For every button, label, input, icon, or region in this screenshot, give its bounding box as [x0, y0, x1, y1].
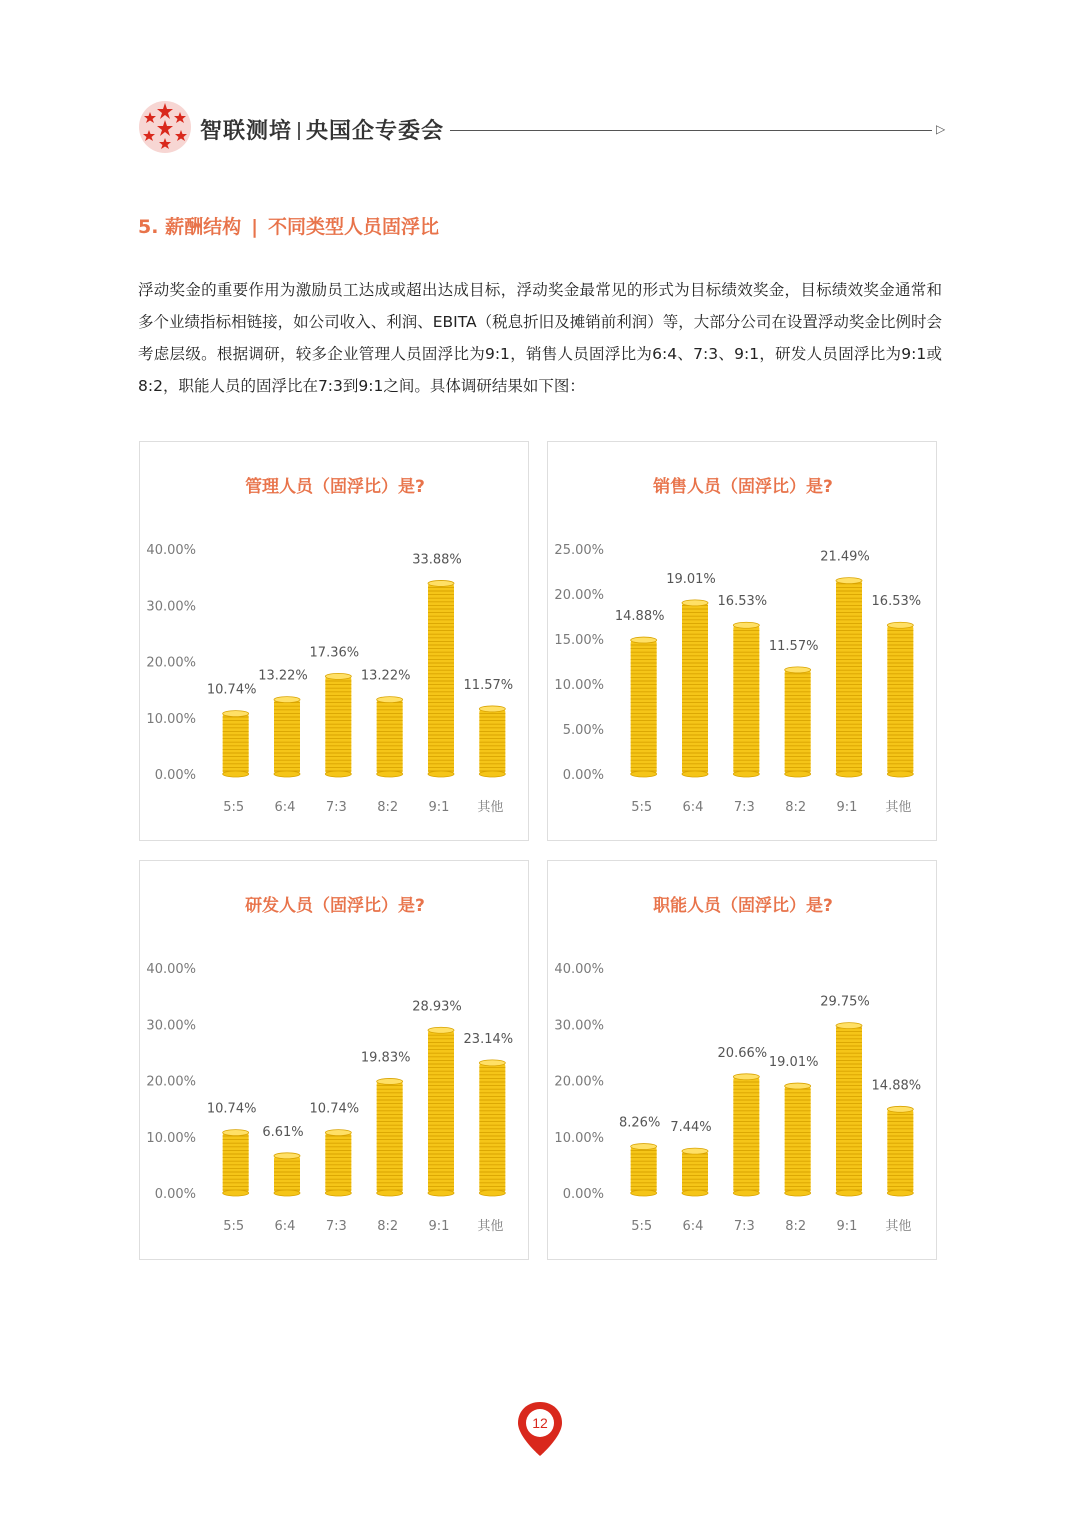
- x-tick-label: 9:1: [836, 800, 858, 815]
- value-label: 10.74%: [206, 1101, 257, 1117]
- x-tick-label: 8:2: [785, 800, 807, 815]
- triangle-right-icon: ▷: [936, 122, 946, 136]
- value-label: 20.66%: [717, 1045, 768, 1061]
- bar-6:4: [682, 1148, 708, 1196]
- value-label: 17.36%: [309, 645, 360, 661]
- bar-其他: [887, 622, 913, 777]
- y-tick-label: 0.00%: [562, 768, 604, 783]
- y-tick-label: 0.00%: [562, 1187, 604, 1202]
- x-tick-label: 其他: [885, 1219, 912, 1234]
- bar-9:1: [836, 1023, 862, 1196]
- bar-5:5: [631, 637, 657, 777]
- intro-paragraph: 浮动奖金的重要作用为激励员工达成或超出达成目标，浮动奖金最常见的形式为目标绩效奖金，目标绩效奖金通常和多个业绩指标相链接，如公司收入、利润、EBITA（税息折旧及摊销前利润）等，大部分公司在设置浮动奖金比例时会考虑层级。根据调研，较多企业管理人员固浮比为9:1，销售人员固浮比为6:4、7:3、9:1，研发人员固浮比为9:1或8:2，职能人员的固浮比在7:3到9:1之间。具体调研结果如下图：: [138, 281, 942, 395]
- bar-8:2: [785, 667, 811, 777]
- chart-title: 职能人员（固浮比）是?: [653, 896, 833, 916]
- x-tick-label: 7:3: [733, 1219, 755, 1234]
- bar-其他: [479, 706, 505, 777]
- y-tick-label: 40.00%: [146, 543, 196, 558]
- bar-7:3: [733, 1074, 759, 1196]
- chart-title: 管理人员（固浮比）是?: [245, 477, 425, 497]
- value-label: 11.57%: [463, 677, 514, 693]
- chart-panel-rnd: [139, 860, 529, 1260]
- x-tick-label: 6:4: [274, 1219, 296, 1234]
- header-divider: [450, 130, 932, 131]
- bar-6:4: [274, 697, 300, 777]
- section-subtitle: 不同类型人员固浮比: [268, 216, 440, 238]
- y-tick-label: 5.00%: [562, 723, 604, 738]
- y-tick-label: 40.00%: [554, 962, 604, 977]
- chart-sales: [548, 442, 938, 842]
- bar-6:4: [682, 600, 708, 777]
- value-label: 8.26%: [619, 1115, 661, 1131]
- bar-7:3: [733, 622, 759, 777]
- x-tick-label: 5:5: [223, 800, 245, 815]
- bar-其他: [887, 1106, 913, 1196]
- value-label: 29.75%: [820, 994, 870, 1010]
- x-tick-label: 8:2: [785, 1219, 807, 1234]
- section-separator: |: [251, 216, 259, 238]
- value-label: 33.88%: [412, 552, 462, 568]
- bar-5:5: [223, 711, 249, 777]
- x-tick-label: 其他: [885, 800, 912, 815]
- chart-panel-functional: [547, 860, 937, 1260]
- bar-9:1: [428, 1027, 454, 1196]
- value-label: 19.83%: [360, 1050, 411, 1066]
- value-label: 13.22%: [258, 668, 308, 684]
- x-tick-label: 其他: [477, 1219, 504, 1234]
- x-tick-label: 7:3: [733, 800, 755, 815]
- value-label: 28.93%: [412, 999, 462, 1015]
- bar-5:5: [631, 1144, 657, 1196]
- bar-8:2: [785, 1083, 811, 1196]
- x-tick-label: 6:4: [682, 1219, 704, 1234]
- x-tick-label: 6:4: [682, 800, 704, 815]
- page-header: [138, 100, 950, 160]
- value-label: 14.88%: [871, 1078, 922, 1094]
- section-title: [138, 212, 439, 239]
- y-tick-label: 20.00%: [554, 1074, 604, 1090]
- value-label: 13.22%: [360, 668, 411, 684]
- value-label: 10.74%: [309, 1101, 360, 1117]
- chart-panel-sales: [547, 441, 937, 841]
- x-tick-label: 5:5: [631, 1219, 653, 1234]
- chart-title: 销售人员（固浮比）是?: [653, 477, 833, 497]
- y-tick-label: 20.00%: [146, 1074, 196, 1090]
- bar-9:1: [836, 578, 862, 777]
- brand-separator: [298, 122, 300, 140]
- y-tick-label: 25.00%: [554, 543, 604, 558]
- y-tick-label: 10.00%: [554, 1130, 604, 1146]
- y-tick-label: 20.00%: [554, 588, 604, 603]
- x-tick-label: 8:2: [377, 1219, 399, 1234]
- chart-panel-management: [139, 441, 529, 841]
- x-tick-label: 其他: [477, 800, 504, 815]
- x-tick-label: 5:5: [631, 800, 653, 815]
- value-label: 19.01%: [768, 1055, 819, 1071]
- chart-title: 研发人员（固浮比）是?: [245, 896, 425, 916]
- chart-management: [140, 442, 530, 842]
- value-label: 10.74%: [206, 682, 257, 698]
- x-tick-label: 9:1: [428, 800, 450, 815]
- y-tick-label: 15.00%: [554, 633, 604, 648]
- page-number-badge: [516, 1400, 564, 1460]
- bar-7:3: [325, 1130, 351, 1196]
- x-tick-label: 8:2: [377, 800, 399, 815]
- value-label: 16.53%: [871, 594, 922, 610]
- star-logo-icon: [138, 100, 192, 154]
- y-tick-label: 10.00%: [146, 711, 196, 727]
- value-label: 7.44%: [670, 1120, 712, 1136]
- x-tick-label: 9:1: [428, 1219, 450, 1234]
- bar-9:1: [428, 580, 454, 777]
- y-tick-label: 30.00%: [554, 1018, 604, 1034]
- chart-functional: [548, 861, 938, 1261]
- y-tick-label: 0.00%: [154, 1187, 196, 1202]
- value-label: 19.01%: [666, 571, 716, 587]
- bar-6:4: [274, 1153, 300, 1196]
- section-number: 5.: [138, 216, 159, 238]
- y-tick-label: 10.00%: [554, 678, 604, 693]
- x-tick-label: 7:3: [325, 800, 347, 815]
- bar-7:3: [325, 673, 351, 777]
- page-number: 12: [532, 1415, 548, 1431]
- bar-其他: [479, 1060, 505, 1196]
- section-name: 薪酬结构: [165, 216, 242, 238]
- location-pin-icon: [516, 1400, 564, 1460]
- y-tick-label: 30.00%: [146, 1018, 196, 1034]
- chart-rnd: [140, 861, 530, 1261]
- x-tick-label: 9:1: [836, 1219, 858, 1234]
- value-label: 11.57%: [768, 638, 819, 654]
- bar-8:2: [377, 1078, 403, 1196]
- bar-5:5: [223, 1130, 249, 1196]
- y-tick-label: 40.00%: [146, 962, 196, 977]
- y-tick-label: 20.00%: [146, 655, 196, 671]
- value-label: 6.61%: [262, 1124, 304, 1140]
- brand-right: 央国企专委会: [306, 119, 445, 144]
- value-label: 21.49%: [820, 549, 870, 565]
- value-label: 23.14%: [463, 1031, 514, 1047]
- x-tick-label: 6:4: [274, 800, 296, 815]
- brand-name: [200, 114, 444, 145]
- bar-8:2: [377, 697, 403, 777]
- x-tick-label: 5:5: [223, 1219, 245, 1234]
- value-label: 16.53%: [717, 594, 768, 610]
- brand-left: 智联测培: [200, 119, 293, 144]
- value-label: 14.88%: [614, 609, 665, 625]
- y-tick-label: 10.00%: [146, 1130, 196, 1146]
- y-tick-label: 30.00%: [146, 599, 196, 615]
- x-tick-label: 7:3: [325, 1219, 347, 1234]
- y-tick-label: 0.00%: [154, 768, 196, 783]
